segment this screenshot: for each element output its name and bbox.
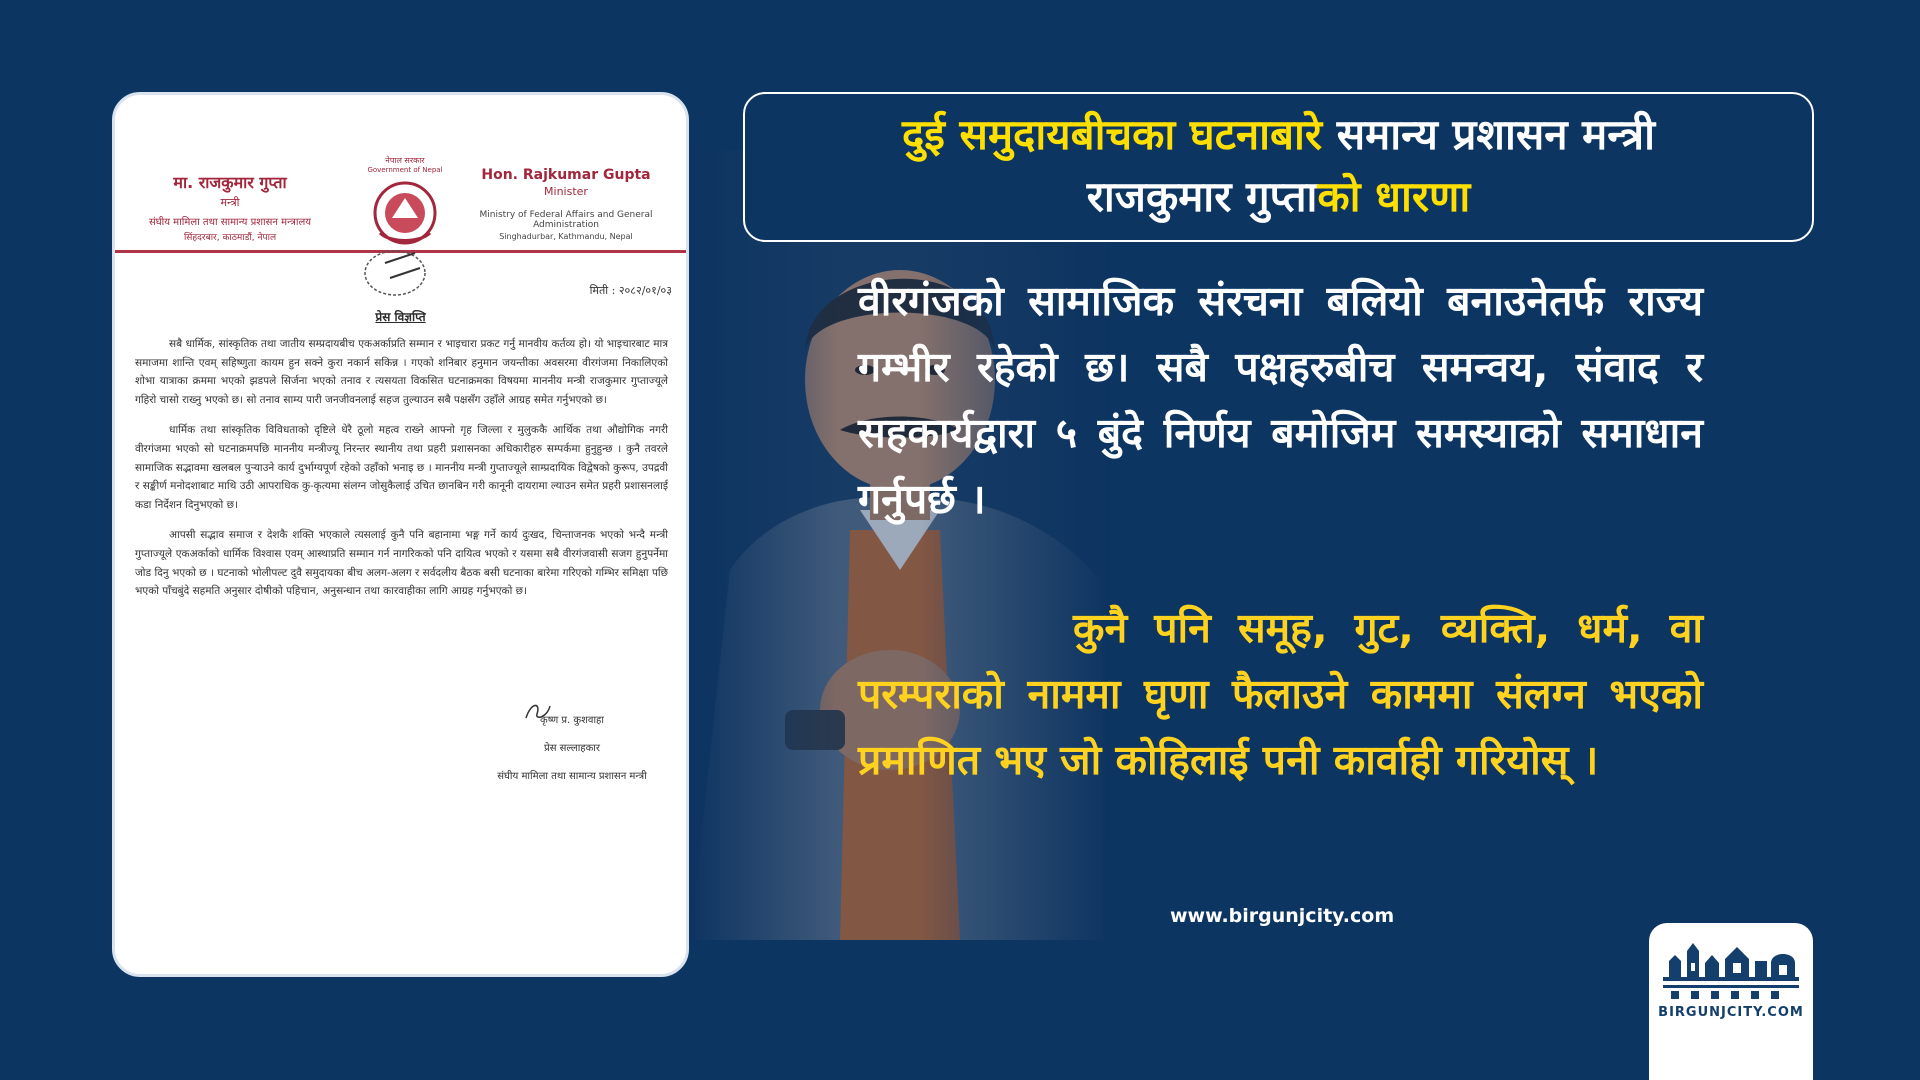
document-paragraph: धार्मिक तथा सांस्कृतिक विविधताको दृष्टिले धेरै ठूलो महत्व राख्ने आफ्नो गृह जिल्ला र मुलुककै आर्थिक तथा औद्योगिक नगरी वीरगंजमा भएको सो घटनाक्रमपछि माननीय मन्त्रीज्यू निरन्तर स्थानीय तथा प्रहरी प्रशासनका अधिकारीहरु सम्पर्कमा हुनुहुन्छ । कुनै तवरले सामाजिक सद्भावमा खलबल पुऱ्याउने कार्य दुर्भाग्यपूर्ण रहेको उहाँको भनाइ छ । माननीय मन्त्री गुप्ताज्यूले साम्प्रदायिक विद्वेषको कुरूप, उपद्रवी र सङ्कीर्ण मनोदशाबाट माथि उठी आपराधिक कु-कृत्यमा संलग्न जोसुकैलाई उचित छानबिन गरी कानूनी दायरामा ल्याउन समेत प्रहरी प्रशासनलाई कडा निर्देशन दिनुभएको छ। [135,424,668,511]
headline-line-1 [745,104,1812,166]
document-paragraph: आपसी सद्भाव समाज र देशकै शक्ति भएकाले त्यसलाई कुनै पनि बहानामा भङ्ग गर्ने कार्य दुःखद, चिन्ताजनक भएको भन्दै मन्त्री गुप्ताज्यूले एकअर्काको धार्मिक विश्वास एवम् आस्थाप्रति सम्मान गर्न नागरिकको पनि दायित्व भएको र यसमा सबै वीरगंजवासी सजग हुनुपर्नेमा जोड दिनु भएको छ । घटनाको भोलीपल्ट दुवै समुदायका बीच अलग-अलग र सर्वदलीय बैठक बसी घटनाका बारेमा गरिएको गम्भिर समिक्षा पछि भएको पाँचबुंदे सहमति अनुसार दोषीको पहिचान, अनुसन्धान तथा कारवाहीका लागि आग्रह गर्नुभएको छ। [135,529,668,598]
city-skyline-icon [1661,937,1801,1003]
headline-box [743,92,1814,242]
signatory-name: कृष्ण प्र. कुशवाहा [540,715,604,726]
signatory-title: प्रेस सल्लाहकार [544,743,600,754]
letterhead-right [446,167,686,241]
minister-title-en: Minister [544,185,588,198]
nepal-emblem-icon [370,178,440,248]
letterhead-left [115,171,345,243]
minister-name-en: Hon. Rajkumar Gupta [481,167,651,183]
document-body [135,335,668,613]
document-date: मिती : २०८२/०१/०३ [589,284,672,297]
ministry-address-en: Singhadurbar, Kathmandu, Nepal [499,232,633,241]
document-heading: प्रेस विज्ञप्ति [375,310,426,324]
headline-line-2 [745,166,1812,228]
gov-name-en: Government of Nepal [367,166,443,174]
gov-name-np: नेपाल सरकार [385,156,425,165]
quote-text: कुनै पनि समूह, गुट, व्यक्ति, धर्म, वा परम्पराको नाममा घृणा फैलाउने काममा संलग्न भएको प्रमाणित भए जो कोहिलाई पनी कार्वाही गरियोस् । [858,604,1703,784]
ministry-address-np: सिंहदरबार, काठमाडौं, नेपाल [183,233,277,243]
office-stamp-icon [345,243,445,303]
headline-highlight: दुई समुदायबीचका घटनाबारे [902,110,1323,159]
minister-title-np: मन्त्री [220,196,240,209]
statement-text: वीरगंजको सामाजिक संरचना बलियो बनाउनेतर्फ राज्य गम्भीर रहेको छ। सबै पक्षहरुबीच समन्वय, संवाद र सहकार्यद्वारा ५ बुंदे निर्णय बमोजिम समस्याको समाधान गर्नुपर्छ । [858,277,1703,523]
headline-highlight-2: को धारणा [1317,172,1471,221]
minister-name-np: मा. राजकुमार गुप्ता [173,173,287,192]
website-url: www.birgunjcity.com [1170,905,1395,927]
press-release-document [112,92,689,977]
signatory-office: संघीय मामिला तथा सामान्य प्रशासन मन्त्री [497,771,647,782]
headline-minister-name: राजकुमार गुप्ता [1086,172,1318,221]
ministry-name-np: संघीय मामिला तथा सामान्य प्रशासन मन्त्रालय [148,217,312,228]
document-paragraph: सबै धार्मिक, सांस्कृतिक तथा जातीय सम्प्रदायबीच एकअर्काप्रति सम्मान र भाइचारा प्रकट गर्नु मानवीय कर्तव्य हो। यो भाइचारबाट मात्र समाजमा शान्ति एवम् सहिष्णुता कायम हुन सक्ने कुरा नकार्न सकिन्न । गएको शनिबार हनुमान जयन्तीका अवसरमा वीरगंजमा निकालिएको शोभा यात्राका क्रममा भएको झडपले सिर्जना भएको तनाव र त्यसयता विकसित घटनाक्रमका विषयमा माननीय मन्त्री राजकुमार गुप्ताज्यूले गहिरो चासो राख्नु भएको छ। सो तनाव साम्य पारी जनजीवनलाई सहज तुल्याउन सबै पक्षसँग उहाँले आग्रह समेत गर्नुभएको छ। [135,338,668,406]
logo-text: BIRGUNJCITY.COM [1658,1005,1804,1020]
headline-text: समान्य प्रशासन मन्त्री [1322,110,1655,159]
ministry-name-en: Ministry of Federal Affairs and General Administration [479,210,653,230]
document-signature-block [472,707,672,791]
site-logo [1649,923,1813,1080]
letterhead-center [355,155,455,252]
